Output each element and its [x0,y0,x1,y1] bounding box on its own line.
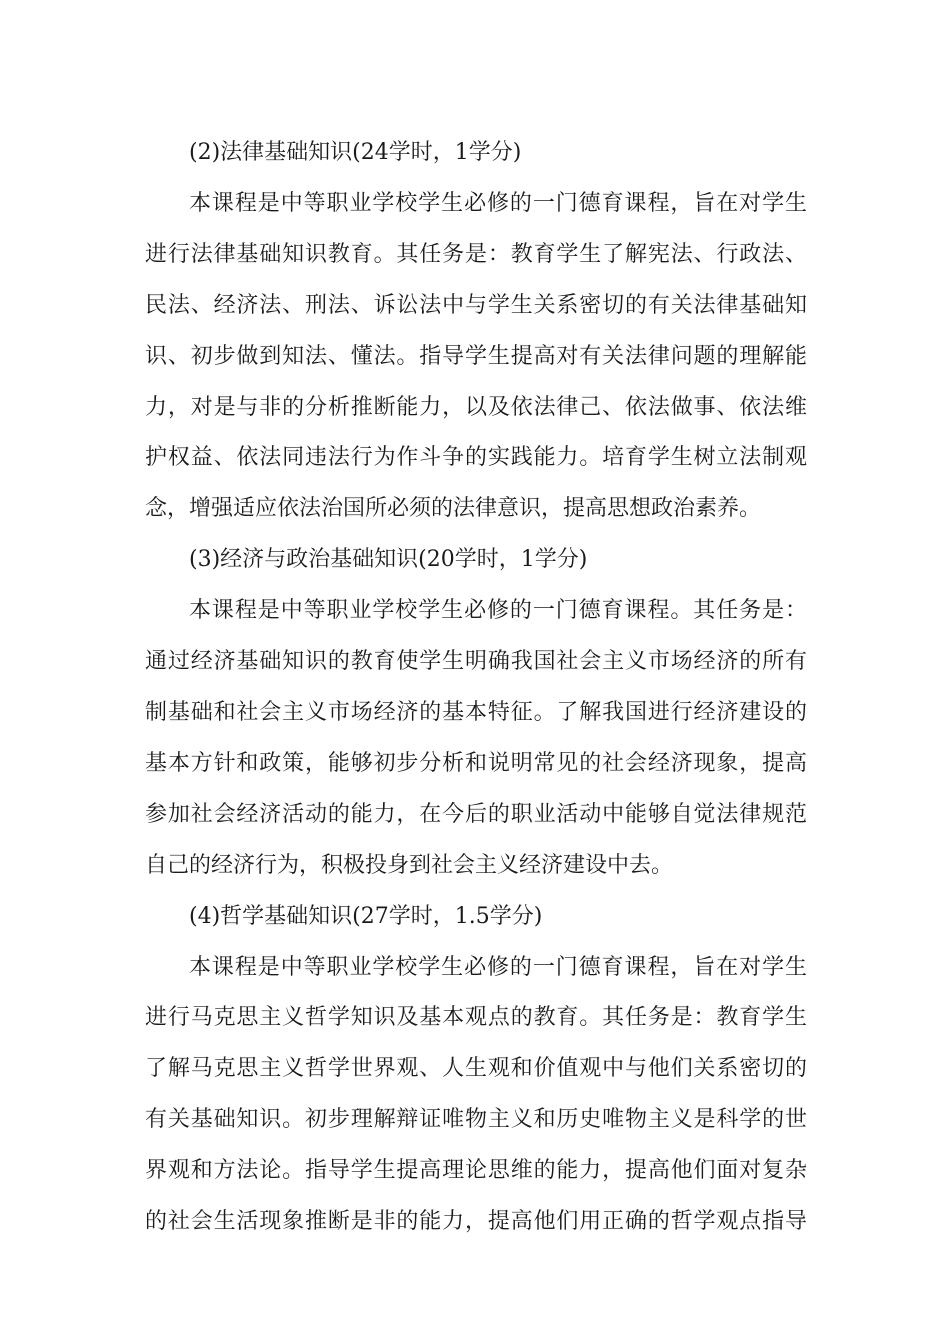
section-heading-economics-politics: (3)经济与政治基础知识(20学时，1学分) [189,547,588,573]
text-line: 力，对是与非的分析推断能力，以及依法律己、依法做事、依法维 [145,394,807,420]
text-line: 本课程是中等职业学校学生必修的一门德育课程，旨在对学生 [189,190,807,216]
text-line: 了解马克思主义哲学世界观、人生观和价值观中与他们关系密切的 [145,1056,807,1082]
section-heading-law: (2)法律基础知识(24学时，1学分) [189,140,522,165]
text-line: 通过经济基础知识的教育使学生明确我国社会主义市场经济的所有 [145,649,807,675]
section-paragraph-law [145,179,807,535]
text-line: 界观和方法论。指导学生提高理论思维的能力，提高他们面对复杂 [145,1158,807,1184]
text-line: 本课程是中等职业学校学生必修的一门德育课程。其任务是： [189,598,807,624]
text-line: 参加社会经济活动的能力，在今后的职业活动中能够自觉法律规范 [145,801,807,827]
text-line: 有关基础知识。初步理解辩证唯物主义和历史唯物主义是科学的世 [145,1107,807,1133]
text-line: 制基础和社会主义市场经济的基本特征。了解我国进行经济建设的 [145,699,807,725]
section-paragraph-philosophy [145,943,807,1248]
text-line: 念，增强适应依法治国所必须的法律意识，提高思想政治素养。 [145,496,762,522]
text-line: 民法、经济法、刑法、诉讼法中与学生关系密切的有关法律基础知 [145,292,807,318]
text-line: 进行法律基础知识教育。其任务是：教育学生了解宪法、行政法、 [145,241,807,267]
section-heading-philosophy: (4)哲学基础知识(27学时，1.5学分) [189,903,543,929]
section-paragraph-economics-politics [145,586,807,891]
text-line: 的社会生活现象推断是非的能力，提高他们用正确的哲学观点指导 [145,1209,807,1235]
text-line: 进行马克思主义哲学知识及基本观点的教育。其任务是：教育学生 [145,1005,807,1031]
text-line: 本课程是中等职业学校学生必修的一门德育课程，旨在对学生 [189,954,807,980]
text-line: 护权益、依法同违法行为作斗争的实践能力。培育学生树立法制观 [145,445,807,471]
text-line: 基本方针和政策，能够初步分析和说明常见的社会经济现象，提高 [145,750,807,776]
document-body [145,128,807,1248]
text-line: 自己的经济行为，积极投身到社会主义经济建设中去。 [145,852,674,878]
text-line: 识、初步做到知法、懂法。指导学生提高对有关法律问题的理解能 [145,343,807,369]
